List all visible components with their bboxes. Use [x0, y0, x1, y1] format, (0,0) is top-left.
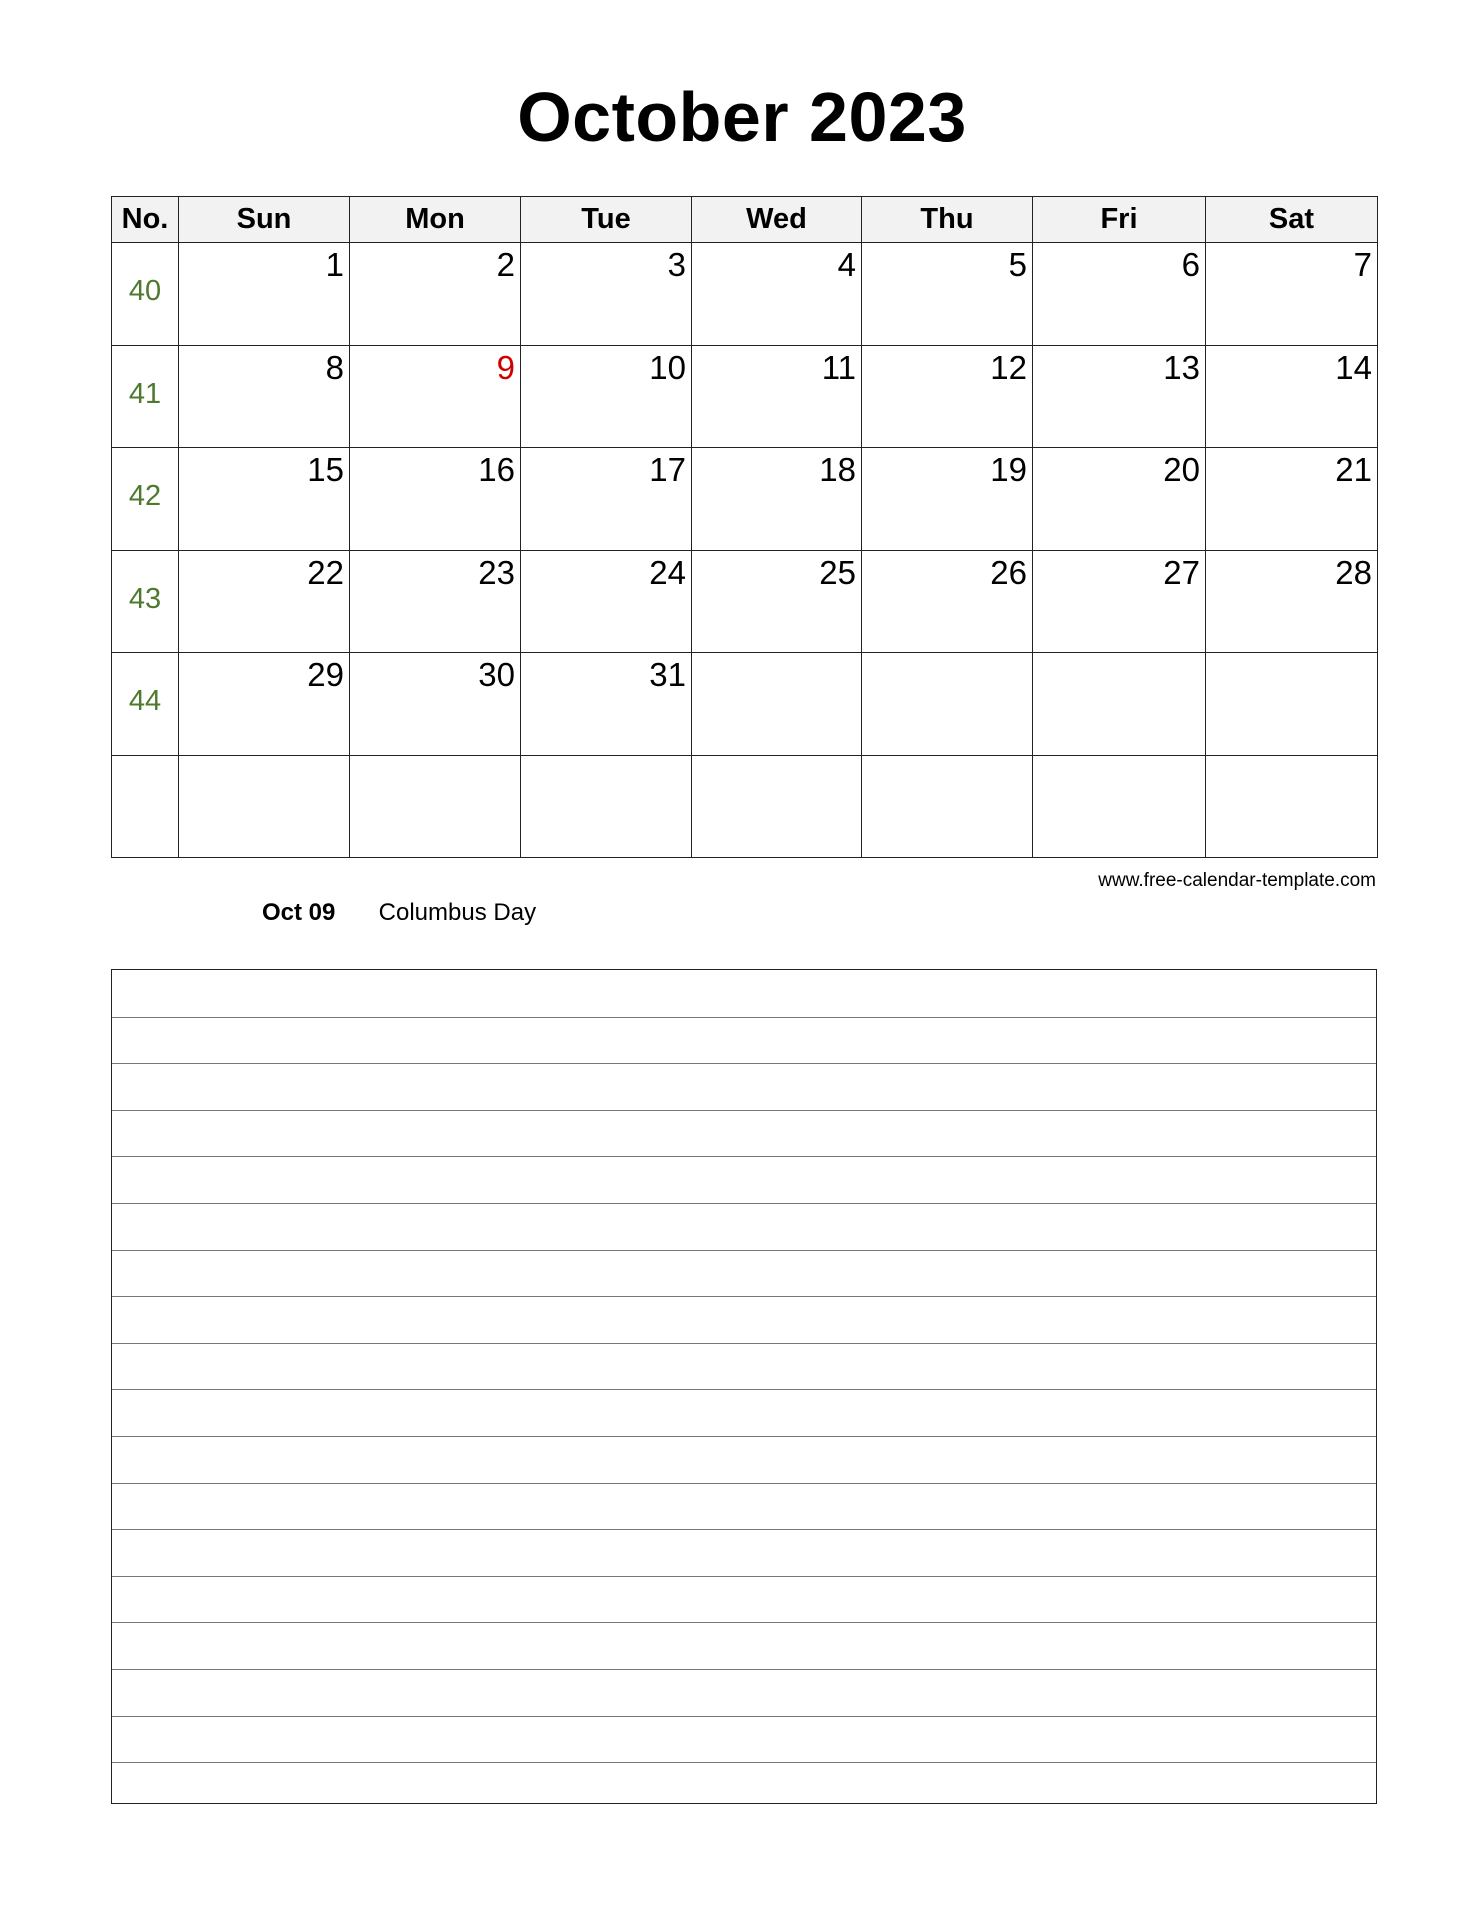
week-row [112, 243, 1378, 346]
day-number [862, 756, 1032, 759]
note-line [112, 1156, 1376, 1157]
day-cell[interactable] [1033, 653, 1206, 756]
day-cell[interactable] [350, 755, 521, 858]
day-number [692, 756, 861, 759]
week-row [112, 755, 1378, 858]
header-mon: Mon [350, 197, 521, 243]
day-cell[interactable] [179, 550, 350, 653]
day-cell[interactable] [1033, 755, 1206, 858]
week-number: 42 [128, 480, 162, 512]
week-number-cell [112, 345, 179, 448]
week-number-cell [112, 755, 179, 858]
header-sat: Sat [1206, 197, 1378, 243]
holiday-name: Columbus Day [378, 899, 537, 926]
day-number: 15 [307, 451, 344, 488]
day-number [1033, 756, 1205, 759]
day-number: 13 [1163, 348, 1200, 386]
header-week-no: No. [112, 197, 179, 243]
day-cell[interactable] [1033, 550, 1206, 653]
day-cell[interactable] [350, 345, 521, 448]
note-line [112, 1436, 1376, 1437]
day-number [692, 653, 861, 656]
day-cell[interactable] [862, 653, 1033, 756]
note-line [112, 1529, 1376, 1530]
day-number [350, 756, 520, 759]
website-link[interactable]: www.free-calendar-template.com [1098, 870, 1376, 891]
day-cell[interactable] [521, 550, 692, 653]
day-number: 28 [1335, 553, 1372, 591]
note-line [112, 1250, 1376, 1251]
header-sun: Sun [179, 197, 350, 243]
day-number: 14 [1335, 348, 1372, 386]
day-cell[interactable] [1206, 653, 1378, 756]
note-line [112, 1762, 1376, 1763]
week-number-cell [112, 448, 179, 551]
week-row [112, 653, 1378, 756]
day-number [1206, 756, 1377, 759]
day-cell[interactable] [521, 345, 692, 448]
day-cell[interactable] [1033, 345, 1206, 448]
day-number [1033, 653, 1205, 656]
day-number: 31 [649, 656, 686, 693]
week-row [112, 448, 1378, 551]
holiday-list [262, 897, 536, 929]
day-number: 18 [819, 451, 856, 488]
day-cell[interactable] [179, 243, 350, 346]
day-cell[interactable] [350, 243, 521, 346]
note-line [112, 1110, 1376, 1111]
day-cell[interactable] [692, 345, 862, 448]
calendar-grid [111, 196, 1378, 858]
day-number: 29 [307, 656, 344, 693]
week-number-cell [112, 653, 179, 756]
note-line [112, 1576, 1376, 1577]
week-number: 44 [128, 685, 162, 717]
day-number: 19 [990, 451, 1027, 488]
note-line [112, 1063, 1376, 1064]
note-line [112, 1389, 1376, 1390]
day-cell[interactable] [692, 243, 862, 346]
header-row [112, 197, 1378, 243]
day-number: 7 [1353, 246, 1372, 283]
day-number: 25 [819, 553, 856, 591]
note-line [112, 1669, 1376, 1670]
day-number: 9 [496, 348, 515, 386]
header-wed: Wed [692, 197, 862, 243]
day-number [521, 756, 691, 759]
day-number: 12 [990, 348, 1027, 386]
day-number: 3 [667, 246, 686, 283]
day-number: 10 [649, 348, 686, 386]
day-cell[interactable] [1206, 755, 1378, 858]
day-cell[interactable] [350, 653, 521, 756]
day-cell[interactable] [1033, 243, 1206, 346]
day-cell[interactable] [179, 448, 350, 551]
note-line [112, 1296, 1376, 1297]
note-line [112, 1203, 1376, 1204]
day-number: 8 [325, 348, 344, 386]
header-tue: Tue [521, 197, 692, 243]
note-line [112, 1622, 1376, 1623]
week-number: 43 [128, 582, 162, 615]
day-cell[interactable] [1206, 550, 1378, 653]
day-cell[interactable] [521, 653, 692, 756]
week-number-cell [112, 550, 179, 653]
note-line [112, 1343, 1376, 1344]
day-cell[interactable] [692, 755, 862, 858]
day-number: 24 [649, 553, 686, 591]
holiday-date: Oct 09 [262, 899, 336, 926]
day-number: 26 [990, 553, 1027, 591]
week-number-cell [112, 243, 179, 346]
day-number: 30 [478, 656, 515, 693]
day-cell[interactable] [179, 653, 350, 756]
day-cell[interactable] [862, 345, 1033, 448]
notes-area[interactable] [111, 969, 1377, 1804]
day-cell[interactable] [862, 755, 1033, 858]
day-cell[interactable] [1206, 448, 1378, 551]
day-cell[interactable] [521, 755, 692, 858]
day-number: 2 [496, 246, 515, 283]
day-cell[interactable] [692, 550, 862, 653]
day-number [1206, 653, 1377, 656]
day-number: 23 [478, 553, 515, 591]
day-number: 6 [1181, 246, 1200, 283]
week-number: 41 [128, 377, 162, 410]
day-number: 11 [821, 348, 856, 386]
header-thu: Thu [862, 197, 1033, 243]
week-row [112, 550, 1378, 653]
day-number: 17 [649, 451, 686, 488]
day-number: 20 [1163, 451, 1200, 488]
day-cell[interactable] [862, 448, 1033, 551]
day-cell[interactable] [862, 243, 1033, 346]
day-cell[interactable] [1206, 243, 1378, 346]
day-cell[interactable] [1033, 448, 1206, 551]
week-number [112, 756, 178, 788]
day-cell[interactable] [521, 448, 692, 551]
day-cell[interactable] [350, 550, 521, 653]
day-cell[interactable] [862, 550, 1033, 653]
calendar-title: October 2023 [517, 78, 967, 156]
note-line [112, 1716, 1376, 1717]
day-number: 16 [478, 451, 515, 488]
week-row [112, 345, 1378, 448]
note-line [112, 1483, 1376, 1484]
header-fri: Fri [1033, 197, 1206, 243]
day-cell[interactable] [179, 345, 350, 448]
day-number: 1 [325, 246, 344, 283]
day-cell[interactable] [350, 448, 521, 551]
day-cell[interactable] [1206, 345, 1378, 448]
day-number [862, 653, 1032, 656]
day-number: 22 [307, 553, 344, 591]
day-number: 27 [1163, 553, 1200, 591]
note-line [112, 1017, 1376, 1018]
day-number [179, 756, 349, 759]
day-number: 4 [837, 246, 856, 283]
day-cell[interactable] [521, 243, 692, 346]
day-cell[interactable] [692, 653, 862, 756]
week-number: 40 [128, 275, 162, 307]
day-number: 5 [1008, 246, 1027, 283]
day-cell[interactable] [179, 755, 350, 858]
day-cell[interactable] [692, 448, 862, 551]
day-number: 21 [1335, 451, 1372, 488]
